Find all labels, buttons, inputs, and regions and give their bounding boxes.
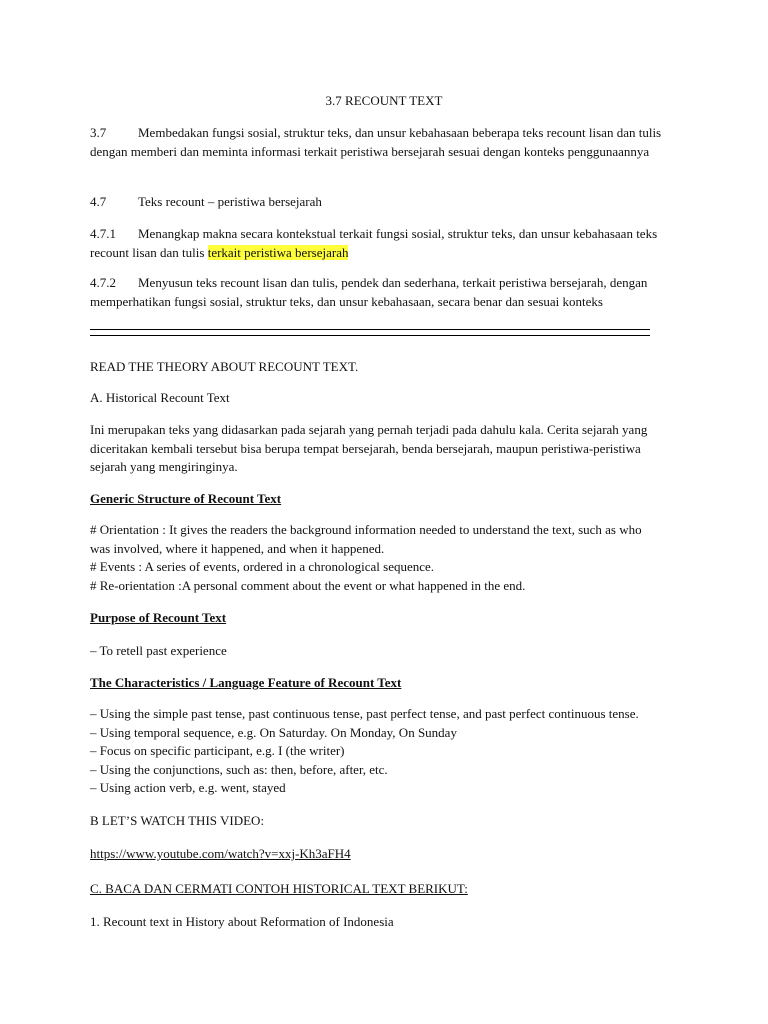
characteristics-heading: The Characteristics / Language Feature of Recount Text <box>90 675 402 690</box>
kd-text: Menangkap makna secara kontekstual terkait fungsi sosial, struktur teks, dan unsur kebahasaan teks recount lisan dan tulis <box>90 226 658 260</box>
video-link[interactable]: https://www.youtube.com/watch?v=xxj-Kh3aFH4 <box>90 846 351 861</box>
list-item: # Re-orientation :A personal comment about the event or what happened in the end. <box>90 577 526 593</box>
list-item: – Focus on specific participant, e.g. I (the writer) <box>90 743 345 758</box>
generic-structure-list <box>90 521 665 595</box>
read-heading: READ THE THEORY ABOUT RECOUNT TEXT. <box>90 359 359 374</box>
characteristics-list <box>90 705 690 798</box>
generic-structure-heading: Generic Structure of Recount Text <box>90 491 282 506</box>
purpose-text: – To retell past experience <box>90 643 227 658</box>
video-link-wrap <box>90 845 680 864</box>
list-item: # Events : A series of events, ordered in a chronological sequence. <box>90 559 435 574</box>
kd-3-7 <box>90 124 680 161</box>
list-item: – Using action verb, e.g. went, stayed <box>90 780 286 795</box>
section-b-heading: B LET’S WATCH THIS VIDEO: <box>90 813 265 828</box>
kd-text: Teks recount – peristiwa bersejarah <box>138 194 322 209</box>
kd-number: 4.7.2 <box>90 275 116 290</box>
intro-paragraph: Ini merupakan teks yang didasarkan pada sejarah yang pernah terjadi pada dahulu kala. Cerita sejarah yang diceritakan kembali tersebut bisa berupa tempat bersejarah, benda bersejarah, maupun peristiwa-peristiwa sejarah yang mengiringinya. <box>90 422 648 474</box>
kd-4-7 <box>90 193 680 212</box>
kd-number: 3.7 <box>90 125 107 140</box>
kd-text: Membedakan fungsi sosial, struktur teks, dan unsur kebahasaan beberapa teks recount lisan dan tulis dengan memberi dan meminta informasi terkait peristiwa bersejarah sesuai dengan konteks penggunaannya <box>90 125 662 159</box>
kd-4-7-2 <box>90 274 680 311</box>
item-1: 1. Recount text in History about Reformation of Indonesia <box>90 914 394 929</box>
kd-4-7-1 <box>90 225 680 262</box>
list-item: # Orientation : It gives the readers the background information needed to understand the text, such as who was involved, where it happened, and when it happened. <box>90 522 642 556</box>
page-title: 3.7 RECOUNT TEXT <box>325 93 443 108</box>
kd-number: 4.7.1 <box>90 226 116 241</box>
section-a-heading: A. Historical Recount Text <box>90 390 230 405</box>
list-item: – Using the simple past tense, past continuous tense, past perfect tense, and past perfect continuous tense. <box>90 706 639 721</box>
kd-text: Menyusun teks recount lisan dan tulis, pendek dan sederhana, terkait peristiwa bersejarah, dengan memperhatikan fungsi sosial, struktur teks, dan unsur kebahasaan, secara benar dan sesuai konteks <box>90 275 648 309</box>
purpose-heading: Purpose of Recount Text <box>90 610 227 625</box>
section-c-heading: C. BACA DAN CERMATI CONTOH HISTORICAL TEXT BERIKUT: <box>90 881 468 896</box>
highlighted-text: terkait peristiwa bersejarah <box>207 244 349 260</box>
kd-number: 4.7 <box>90 194 107 209</box>
list-item: – Using temporal sequence, e.g. On Saturday. On Monday, On Sunday <box>90 724 457 740</box>
double-divider <box>90 329 650 336</box>
list-item: – Using the conjunctions, such as: then, before, after, etc. <box>90 761 388 777</box>
